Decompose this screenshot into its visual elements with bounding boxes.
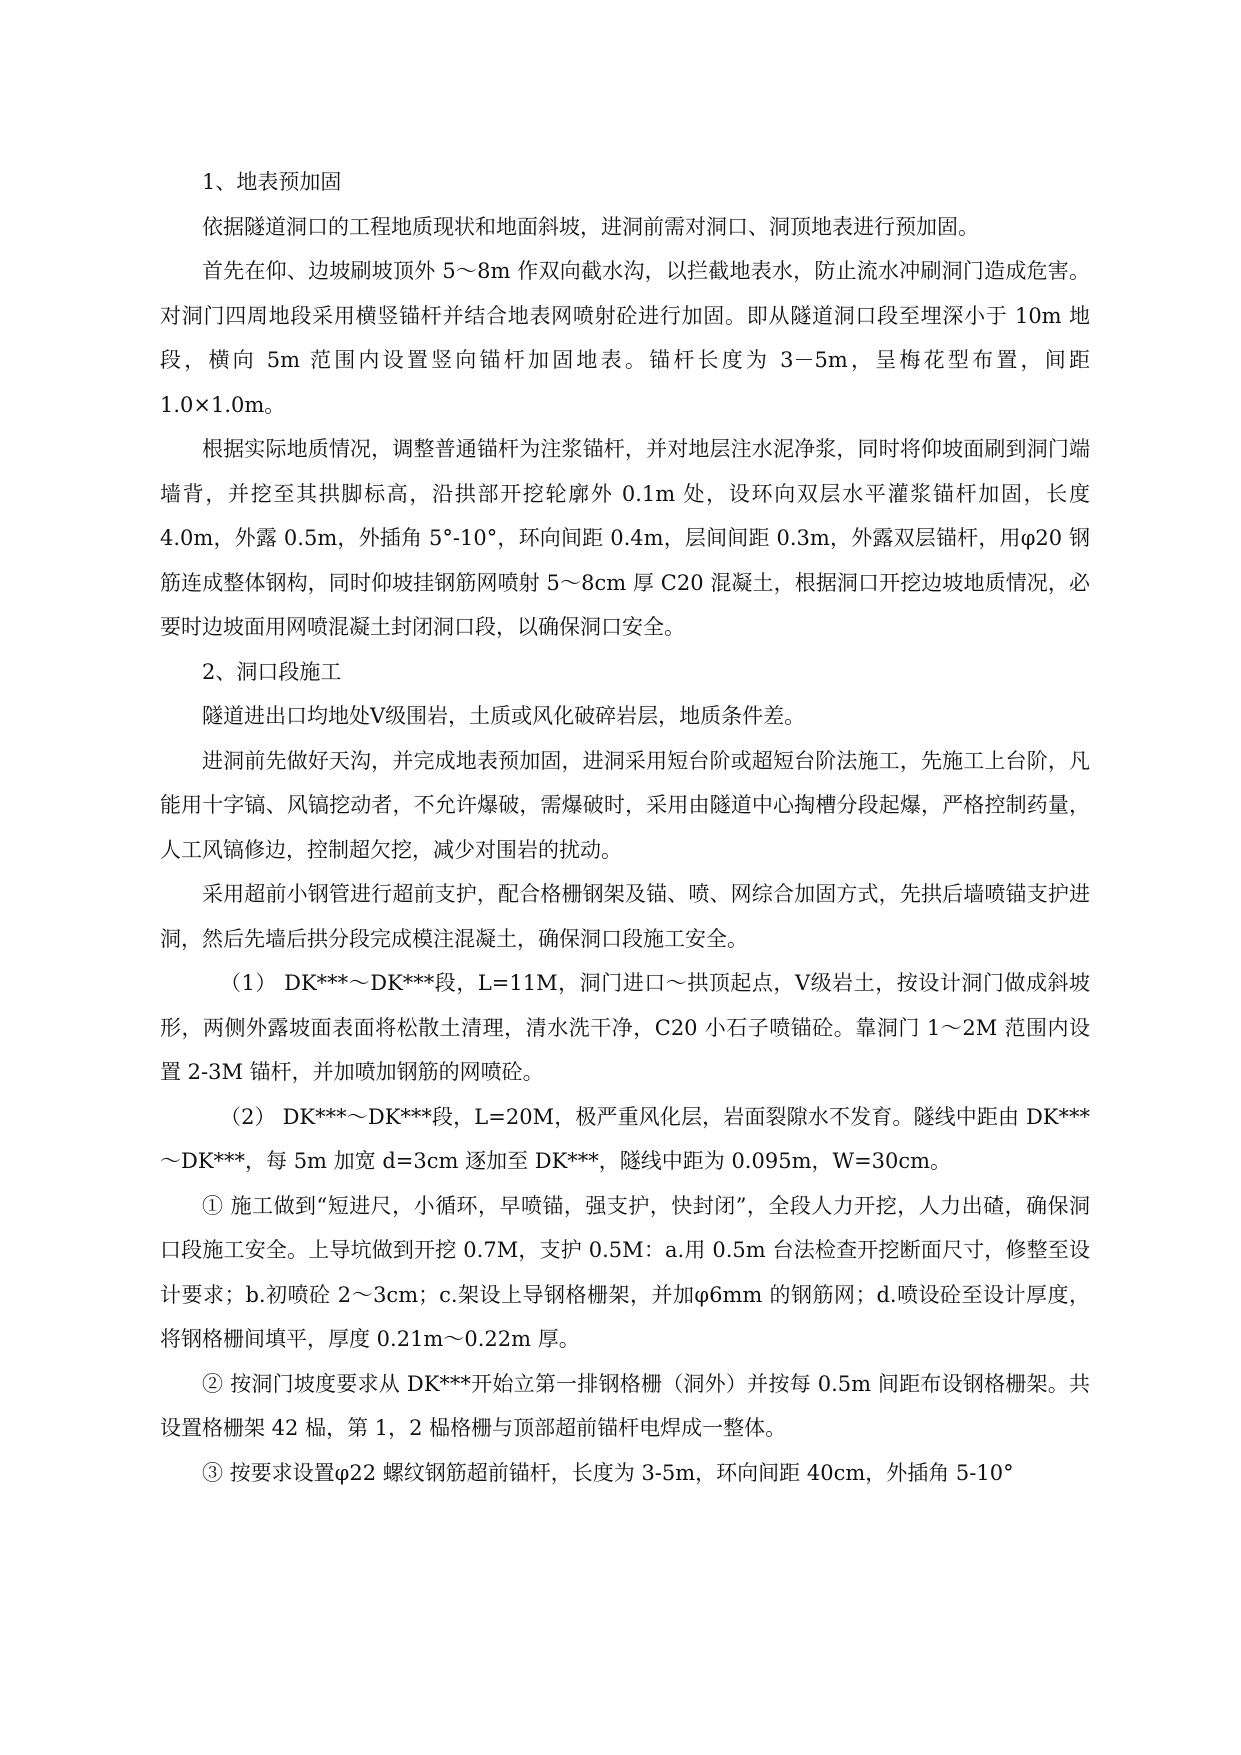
paragraph: 采用超前小钢管进行超前支护，配合格栅钢架及锚、喷、网综合加固方式，先拱后墙喷锚支护进洞，然后先墙后拱分段完成模注混凝土，确保洞口段施工安全。 [160,882,1090,951]
subsection-paragraph-2: （2） DK***～DK***段，L=20M，极严重风化层，岩面裂隙水不发育。隧线中距由 DK***～DK***，每 5m 加宽 d=3cm 逐加至 DK***，隧线中距为 0.095m，W=30cm。 [160,1104,1090,1173]
list-item-1: ① 施工做到“短进尺，小循环，早喷锚，强支护，快封闭”，全段人力开挖，人力出碴，确保洞口段施工安全。上导坑做到开挖 0.7M，支护 0.5M：a.用 0.5m 台法检查开挖断面尺寸，修整至设计要求；b.初喷砼 2～3cm；c.架设上导钢格栅架，并加φ6mm 的钢筋网；d.喷设砼至设计厚度，将钢格栅间填平，厚度 0.21m～0.22m 厚。 [160,1193,1090,1351]
paragraph: 隧道进出口均地处Ⅴ级围岩，土质或风化破碎岩层，地质条件差。 [202,704,806,728]
paragraph: 进洞前先做好天沟，并完成地表预加固，进洞采用短台阶或超短台阶法施工，先施工上台阶，凡能用十字镐、风镐挖动者，不允许爆破，需爆破时，采用由隧道中心掏槽分段起爆，严格控制药量，人工风镐修边，控制超欠挖，减少对围岩的扰动。 [160,748,1090,862]
subsection-paragraph-1: （1） DK***～DK***段，L=11M，洞门进口～拱顶起点，Ⅴ级岩土，按设计洞门做成斜坡形，两侧外露坡面表面将松散土清理，清水洗干净，C20 小石子喷锚砼。靠洞门 1～2M 范围内设置 2-3M 锚杆，并加喷加钢筋的网喷砼。 [160,971,1090,1084]
document-body [160,160,1090,1495]
list-item-2: ② 按洞门坡度要求从 DK***开始立第一排钢格栅（洞外）并按每 0.5m 间距布设钢格栅架。共设置格栅架 42 榀，第 1，2 榀格栅与顶部超前锚杆电焊成一整体。 [160,1371,1090,1440]
paragraph: 依据隧道洞口的工程地质现状和地面斜坡，进洞前需对洞口、洞顶地表进行预加固。 [202,214,979,239]
section-heading-portal-construction: 2、洞口段施工 [202,659,342,684]
section-heading-surface-reinforcement: 1、地表预加固 [202,170,342,194]
paragraph: 根据实际地质情况，调整普通锚杆为注浆锚杆，并对地层注水泥净浆，同时将仰坡面刷到洞门端墙背，并挖至其拱脚标高，沿拱部开挖轮廓外 0.1m 处，设环向双层水平灌浆锚杆加固，长度 4.0m，外露 0.5m，外插角 5°-10°，环向间距 0.4m，层间间距 0.3m，外露双层锚杆，用φ20 钢筋连成整体钢构，同时仰坡挂钢筋网喷射 5～8cm 厚 C20 混凝土，根据洞口开挖边坡地质情况，必要时边坡面用网喷混凝土封闭洞口段，以确保洞口安全。 [160,437,1090,639]
list-item-3: ③ 按要求设置φ22 螺纹钢筋超前锚杆，长度为 3-5m，环向间距 40cm，外插角 5-10° [202,1460,1014,1485]
paragraph: 首先在仰、边坡刷坡顶外 5～8m 作双向截水沟，以拦截地表水，防止流水冲刷洞门造成危害。对洞门四周地段采用横竖锚杆并结合地表网喷射砼进行加固。即从隧道洞口段至埋深小于 10m 地段，横向 5m 范围内设置竖向锚杆加固地表。锚杆长度为 3－5m，呈梅花型布置，间距 1.0×1.0m。 [160,259,1090,417]
